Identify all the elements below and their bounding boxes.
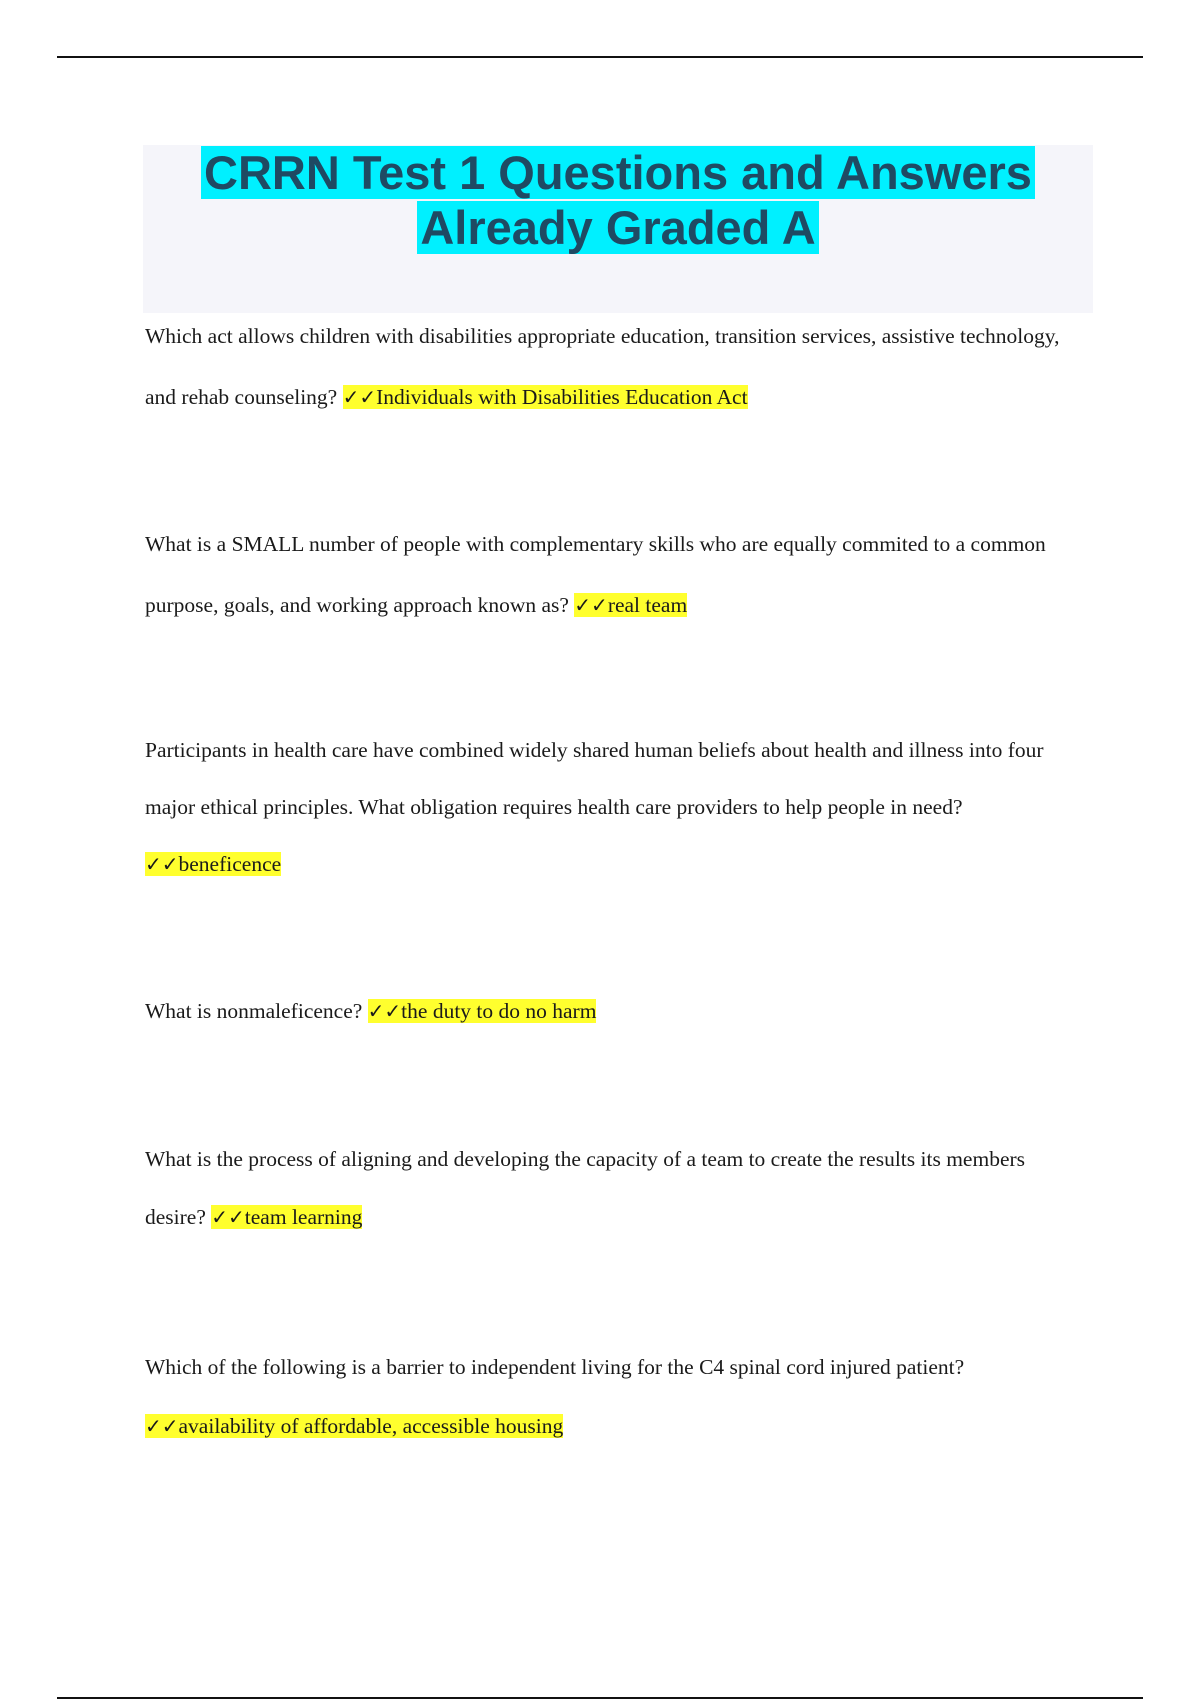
answer-highlight [343, 385, 748, 409]
question-text: What is a SMALL number of people with complementary skills who are equally commited to a common purpose, goals, and working approach known as? [145, 532, 1046, 617]
qa-item [145, 981, 1075, 1042]
double-check-icon: ✓✓ [574, 593, 608, 617]
qa-item [145, 1338, 1075, 1456]
top-rule [57, 56, 1143, 58]
title-block [143, 145, 1093, 313]
question-text: Which of the following is a barrier to independent living for the C4 spinal cord injured patient? [145, 1355, 965, 1379]
answer-text: Individuals with Disabilities Education Act [376, 385, 748, 409]
bottom-rule [57, 1697, 1143, 1699]
question-text: Participants in health care have combined widely shared human beliefs about health and illness into four major ethical principles. What obligation requires health care providers to help people in need? [145, 738, 1044, 819]
answer-highlight [145, 1414, 563, 1438]
answer-highlight [574, 593, 687, 617]
answer-text: beneficence [178, 852, 282, 876]
answer-text: team learning [244, 1205, 363, 1229]
question-text: Which act allows children with disabilities appropriate education, transition services, assistive technology, and rehab counseling? [145, 324, 1060, 409]
question-text: What is nonmaleficence? [145, 999, 368, 1023]
answer-text: real team [607, 593, 688, 617]
qa-item [145, 1130, 1075, 1246]
answer-highlight [211, 1205, 362, 1229]
qa-item [145, 722, 1075, 893]
title-line-1: CRRN Test 1 Questions and Answers [201, 146, 1035, 199]
double-check-icon: ✓✓ [211, 1205, 245, 1229]
double-check-icon: ✓✓ [145, 852, 179, 876]
double-check-icon: ✓✓ [342, 385, 377, 409]
title-line-2: Already Graded A [417, 201, 818, 254]
answer-highlight [145, 852, 281, 876]
answer-highlight [368, 999, 597, 1023]
answer-text: the duty to do no harm [401, 999, 597, 1023]
qa-item [145, 514, 1075, 636]
question-text: What is the process of aligning and developing the capacity of a team to create the results its members desire? [145, 1147, 1026, 1229]
double-check-icon: ✓✓ [367, 999, 402, 1023]
answer-text: availability of affordable, accessible housing [178, 1414, 564, 1438]
double-check-icon: ✓✓ [145, 1414, 179, 1438]
document-title [143, 145, 1093, 255]
qa-item [145, 306, 1075, 428]
